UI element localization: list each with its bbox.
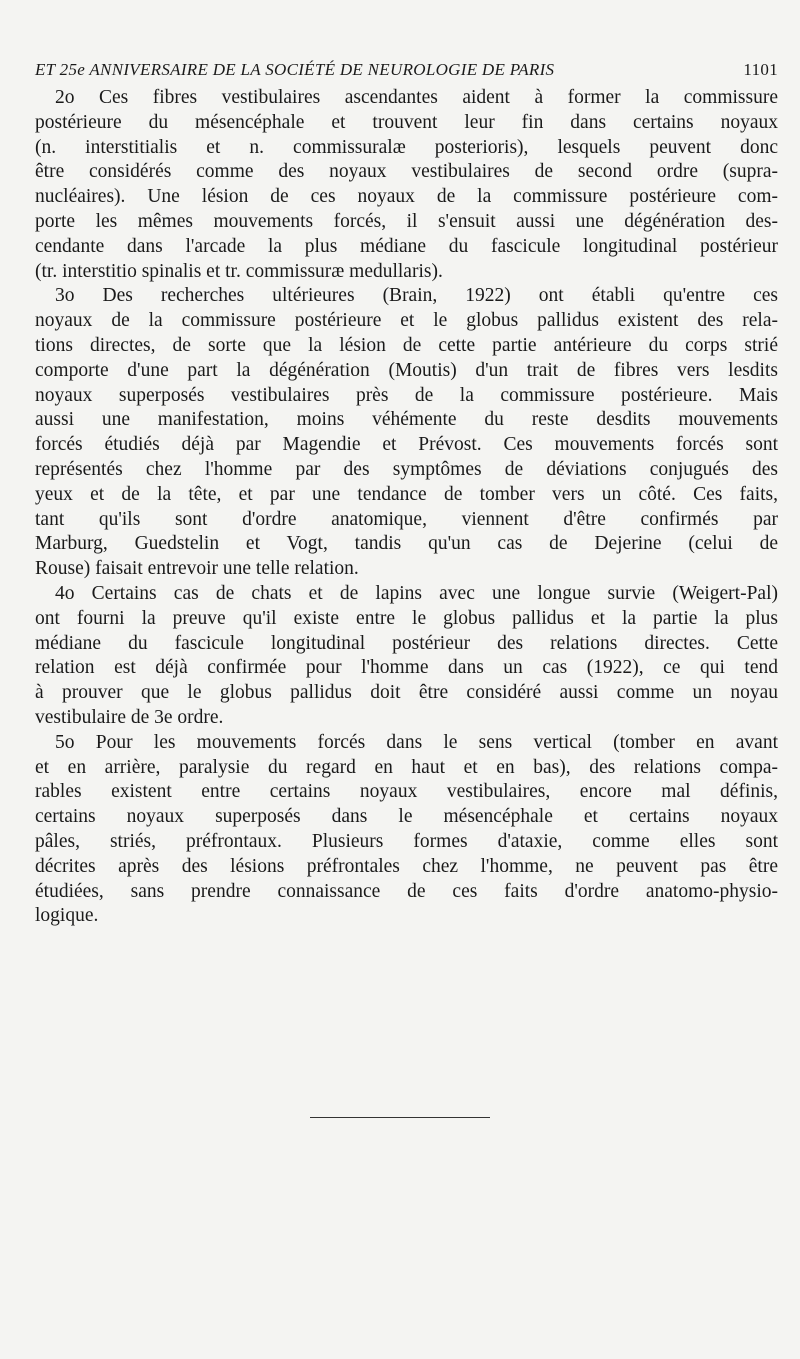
- text-line: médiane du fascicule longitudinal postérieur des relations directes. Cette: [35, 632, 778, 654]
- running-title: ET 25e ANNIVERSAIRE DE LA SOCIÉTÉ DE NEUROLOGIE DE PARIS: [35, 60, 555, 79]
- text-line: (n. interstitialis et n. commissuralæ posterioris), lesquels peuvent donc: [35, 136, 778, 158]
- text-line: 4o Certains cas de chats et de lapins avec une longue survie (Weigert-Pal): [55, 582, 778, 604]
- text-line: 3o Des recherches ultérieures (Brain, 1922) ont établi qu'entre ces: [55, 285, 778, 307]
- text-line: (tr. interstitio spinalis et tr. commissuræ medullaris).: [35, 260, 443, 282]
- text-line: forcés étudiés déjà par Magendie et Prévost. Ces mouvements forcés sont: [35, 434, 778, 456]
- text-line: certains noyaux superposés dans le mésencéphale et certains noyaux: [35, 806, 778, 828]
- text-line: décrites après des lésions préfrontales chez l'homme, ne peuvent pas être: [35, 855, 778, 877]
- text-line: comporte d'une part la dégénération (Moutis) d'un trait de fibres vers lesdits: [35, 359, 778, 381]
- text-line: à prouver que le globus pallidus doit être considéré aussi comme un noyau: [35, 682, 778, 704]
- text-line: yeux et de la tête, et par une tendance de tomber vers un côté. Ces faits,: [35, 483, 778, 505]
- text-line: relation est déjà confirmée pour l'homme dans un cas (1922), ce qui tend: [35, 657, 778, 679]
- text-line: rables existent entre certains noyaux vestibulaires, encore mal définis,: [35, 781, 778, 803]
- paragraph: [35, 284, 778, 582]
- text-line: nucléaires). Une lésion de ces noyaux de la commissure postérieure com-: [35, 186, 778, 208]
- text-line: pâles, striés, préfrontaux. Plusieurs formes d'ataxie, comme elles sont: [35, 830, 778, 852]
- text-line: postérieure du mésencéphale et trouvent leur fin dans certains noyaux: [35, 111, 778, 133]
- text-line: Marburg, Guedstelin et Vogt, tandis qu'un cas de Dejerine (celui de: [35, 533, 778, 555]
- paragraph: [35, 86, 778, 284]
- end-rule: [310, 1117, 490, 1118]
- text-line: étudiées, sans prendre connaissance de ces faits d'ordre anatomo-physio-: [35, 880, 778, 902]
- running-header: [35, 60, 778, 80]
- text-line: être considérés comme des noyaux vestibulaires de second ordre (supra-: [35, 161, 778, 183]
- text-line: tions directes, de sorte que la lésion de cette partie antérieure du corps strié: [35, 334, 778, 356]
- paragraph: [35, 582, 778, 731]
- text-line: logique.: [35, 905, 99, 927]
- text-line: vestibulaire de 3e ordre.: [35, 706, 224, 728]
- text-line: noyaux de la commissure postérieure et le globus pallidus existent des rela-: [35, 310, 778, 332]
- page-number: 1101: [743, 60, 778, 79]
- text-line: Rouse) faisait entrevoir une telle relation.: [35, 558, 359, 580]
- body-text: [35, 86, 778, 929]
- text-line: 2o Ces fibres vestibulaires ascendantes aident à former la commissure: [55, 87, 778, 108]
- text-line: noyaux superposés vestibulaires près de la commissure postérieure. Mais: [35, 384, 778, 406]
- text-line: tant qu'ils sont d'ordre anatomique, viennent d'être confirmés par: [35, 508, 778, 530]
- text-line: ont fourni la preuve qu'il existe entre le globus pallidus et la partie la plus: [35, 607, 778, 629]
- text-line: et en arrière, paralysie du regard en haut et en bas), des relations compa-: [35, 756, 778, 778]
- text-line: 5o Pour les mouvements forcés dans le sens vertical (tomber en avant: [55, 731, 778, 753]
- text-line: aussi une manifestation, moins véhémente du reste desdits mouvements: [35, 409, 778, 431]
- text-line: représentés chez l'homme par des symptômes de déviations conjugués des: [35, 458, 778, 480]
- text-line: porte les mêmes mouvements forcés, il s'ensuit aussi une dégénération des-: [35, 210, 778, 232]
- paragraph: [35, 731, 778, 929]
- text-line: cendante dans l'arcade la plus médiane du fascicule longitudinal postérieur: [35, 235, 778, 257]
